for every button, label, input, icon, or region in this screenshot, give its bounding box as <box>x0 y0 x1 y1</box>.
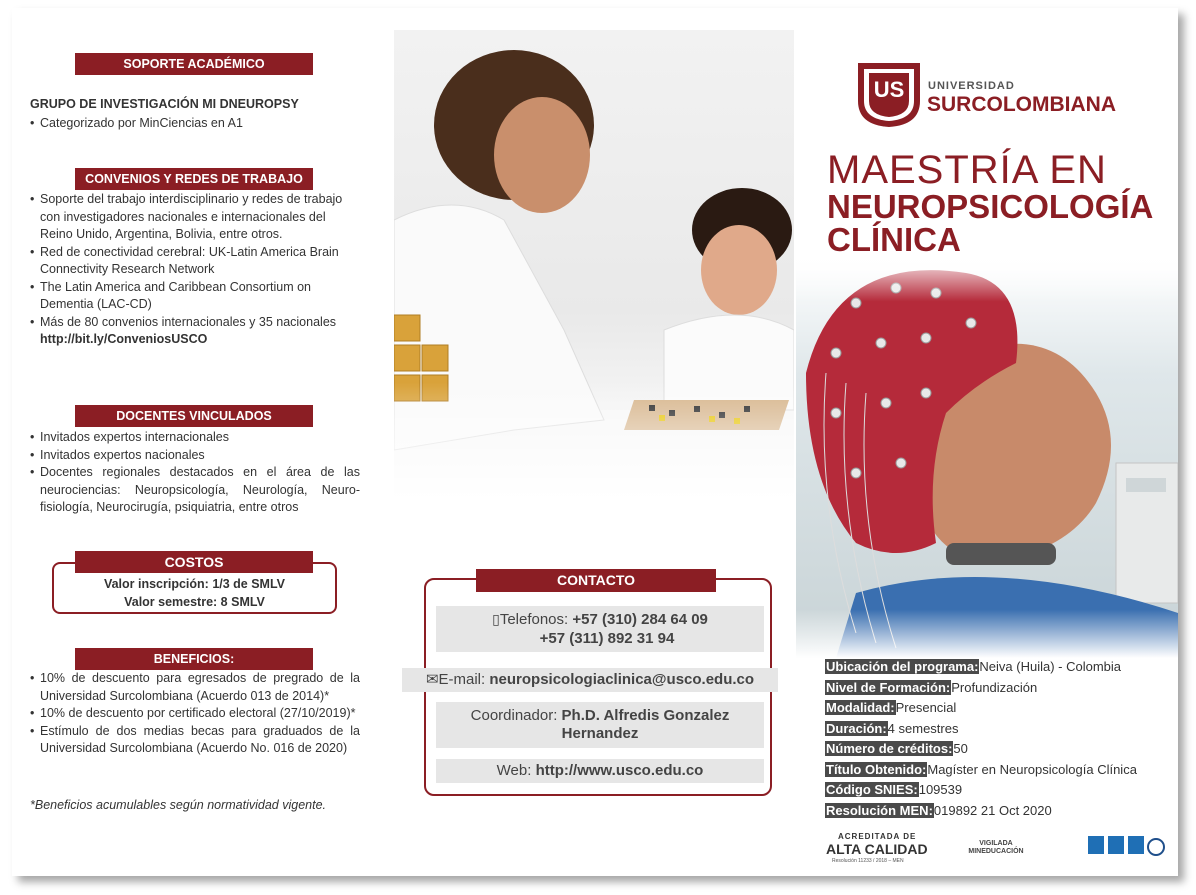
doctor-child-photo <box>394 30 794 500</box>
eeg-patient-photo <box>796 253 1178 658</box>
list-item: • 10% de descuento para egresados de pregrado de la Universidad Surcolombiana (Acuerdo 013 de 2014)* <box>30 670 360 705</box>
list-item: • The Latin America and Caribbean Consortium on Dementia (LAC-CD) <box>30 279 360 314</box>
title-line-3: CLÍNICA <box>827 221 961 258</box>
phone-box: ▯Telefonos: +57 (310) 284 64 09 +57 (311) 892 31 94 <box>436 606 764 652</box>
logo-surcolombiana: SURCOLOMBIANA <box>927 93 1116 116</box>
photo-illustration <box>394 30 794 500</box>
usco-logo <box>854 61 924 129</box>
phone-2[interactable]: +57 (311) 892 31 94 <box>539 630 675 647</box>
convenios-list <box>30 191 360 349</box>
list-item: • Estímulo de dos medias becas para graduados de la Universidad Surcolombiana (Acuerdo No. 016 de 2020) <box>30 723 360 758</box>
list-item: • Categorizado por MinCiencias en A1 <box>30 115 360 133</box>
list-item: • Más de 80 convenios internacionales y 35 nacionales http://bit.ly/ConveniosUSCO <box>30 314 360 349</box>
soporte-list <box>30 115 360 133</box>
detail-row: Código SNIES:109539 <box>826 782 963 797</box>
costos-semestre: Valor semestre: 8 SMLV <box>124 595 265 609</box>
coordinador-box: Coordinador: Ph.D. Alfredis Gonzalez Hernandez <box>436 702 764 748</box>
title-line-2: NEUROPSICOLOGÍA <box>827 188 1154 225</box>
web-box: Web: http://www.usco.edu.co <box>436 759 764 783</box>
detail-row: Resolución MEN:019892 21 Oct 2020 <box>826 802 1052 818</box>
vigilada-label: VIGILADA <box>979 840 1013 847</box>
list-item: • 10% de descuento por certificado electoral (27/10/2019)* <box>30 705 360 723</box>
grupo-heading: GRUPO DE INVESTIGACIÓN MI DNEUROPSY <box>30 97 299 111</box>
list-item: • Invitados expertos nacionales <box>30 447 360 465</box>
brochure-sheet <box>12 8 1178 876</box>
acreditada-resolucion: Resolución 11233 / 2018 – MEN <box>832 858 904 864</box>
list-item: • Red de conectividad cerebral: UK-Latin America Brain Connectivity Research Network <box>30 244 360 279</box>
contacto-banner: CONTACTO <box>476 569 716 592</box>
phone-1[interactable]: +57 (310) 284 64 09 <box>572 611 708 628</box>
program-details <box>825 657 1137 821</box>
phone-icon: ▯ <box>492 611 500 627</box>
costos-inscripcion: Valor inscripción: 1/3 de SMLV <box>103 577 286 591</box>
beneficios-list <box>30 670 360 758</box>
detail-row: Duración:4 semestres <box>826 720 959 736</box>
coordinador-name-2: Hernandez <box>561 725 639 742</box>
logo-letters: US <box>873 77 905 102</box>
detail-row: Ubicación del programa:Neiva (Huila) - Colombia <box>826 659 1122 674</box>
docentes-banner: DOCENTES VINCULADOS <box>75 405 313 427</box>
list-item: • Invitados expertos internacionales <box>30 429 360 447</box>
iso-badges-icon <box>1086 834 1166 862</box>
detail-row: Número de créditos:50 <box>826 741 968 756</box>
beneficios-note: *Beneficios acumulables según normatividad vigente. <box>30 798 327 812</box>
detail-row: Modalidad:Presencial <box>826 700 957 715</box>
coordinador-name: Ph.D. Alfredis Gonzalez <box>561 707 730 724</box>
mineducacion-label: MINEDUCACIÓN <box>968 848 1024 855</box>
email-box: ✉E-mail: neuropsicologiaclinica@usco.edu.co <box>402 668 778 692</box>
list-item: • Docentes regionales destacados en el área de las neurociencias: Neuropsicología, Neurología, Neuro-fisiología, Neurocirugía, psiquiatria, entre otros <box>30 464 360 517</box>
convenios-link[interactable]: http://bit.ly/ConveniosUSCO <box>40 332 208 346</box>
detail-row: Título Obtenido:Magíster en Neuropsicología Clínica <box>826 761 1137 777</box>
list-item: • Soporte del trabajo interdisciplinario y redes de trabajo con investigadores nacionales e internacionales del Reino Unido, Argentina, Bolivia, entre otros. <box>30 191 360 244</box>
email-link[interactable]: neuropsicologiaclinica@usco.edu.co <box>489 671 755 688</box>
eeg-illustration <box>796 253 1178 658</box>
alta-calidad-label: ALTA CALIDAD <box>826 841 928 857</box>
title-line-1: MAESTRÍA EN <box>827 148 1107 192</box>
beneficios-banner: BENEFICIOS: <box>75 648 313 670</box>
acreditada-label: ACREDITADA DE <box>838 832 917 841</box>
certification-badges <box>1086 834 1166 862</box>
logo-universidad: UNIVERSIDAD <box>928 80 1015 92</box>
detail-row: Nivel de Formación:Profundización <box>826 679 1038 695</box>
convenios-banner: CONVENIOS Y REDES DE TRABAJO <box>75 168 313 190</box>
mail-icon: ✉ <box>425 671 439 688</box>
web-link[interactable]: http://www.usco.edu.co <box>535 762 704 779</box>
docentes-list <box>30 429 360 517</box>
costos-banner: COSTOS <box>75 551 313 573</box>
soporte-banner: SOPORTE ACADÉMICO <box>75 53 313 75</box>
